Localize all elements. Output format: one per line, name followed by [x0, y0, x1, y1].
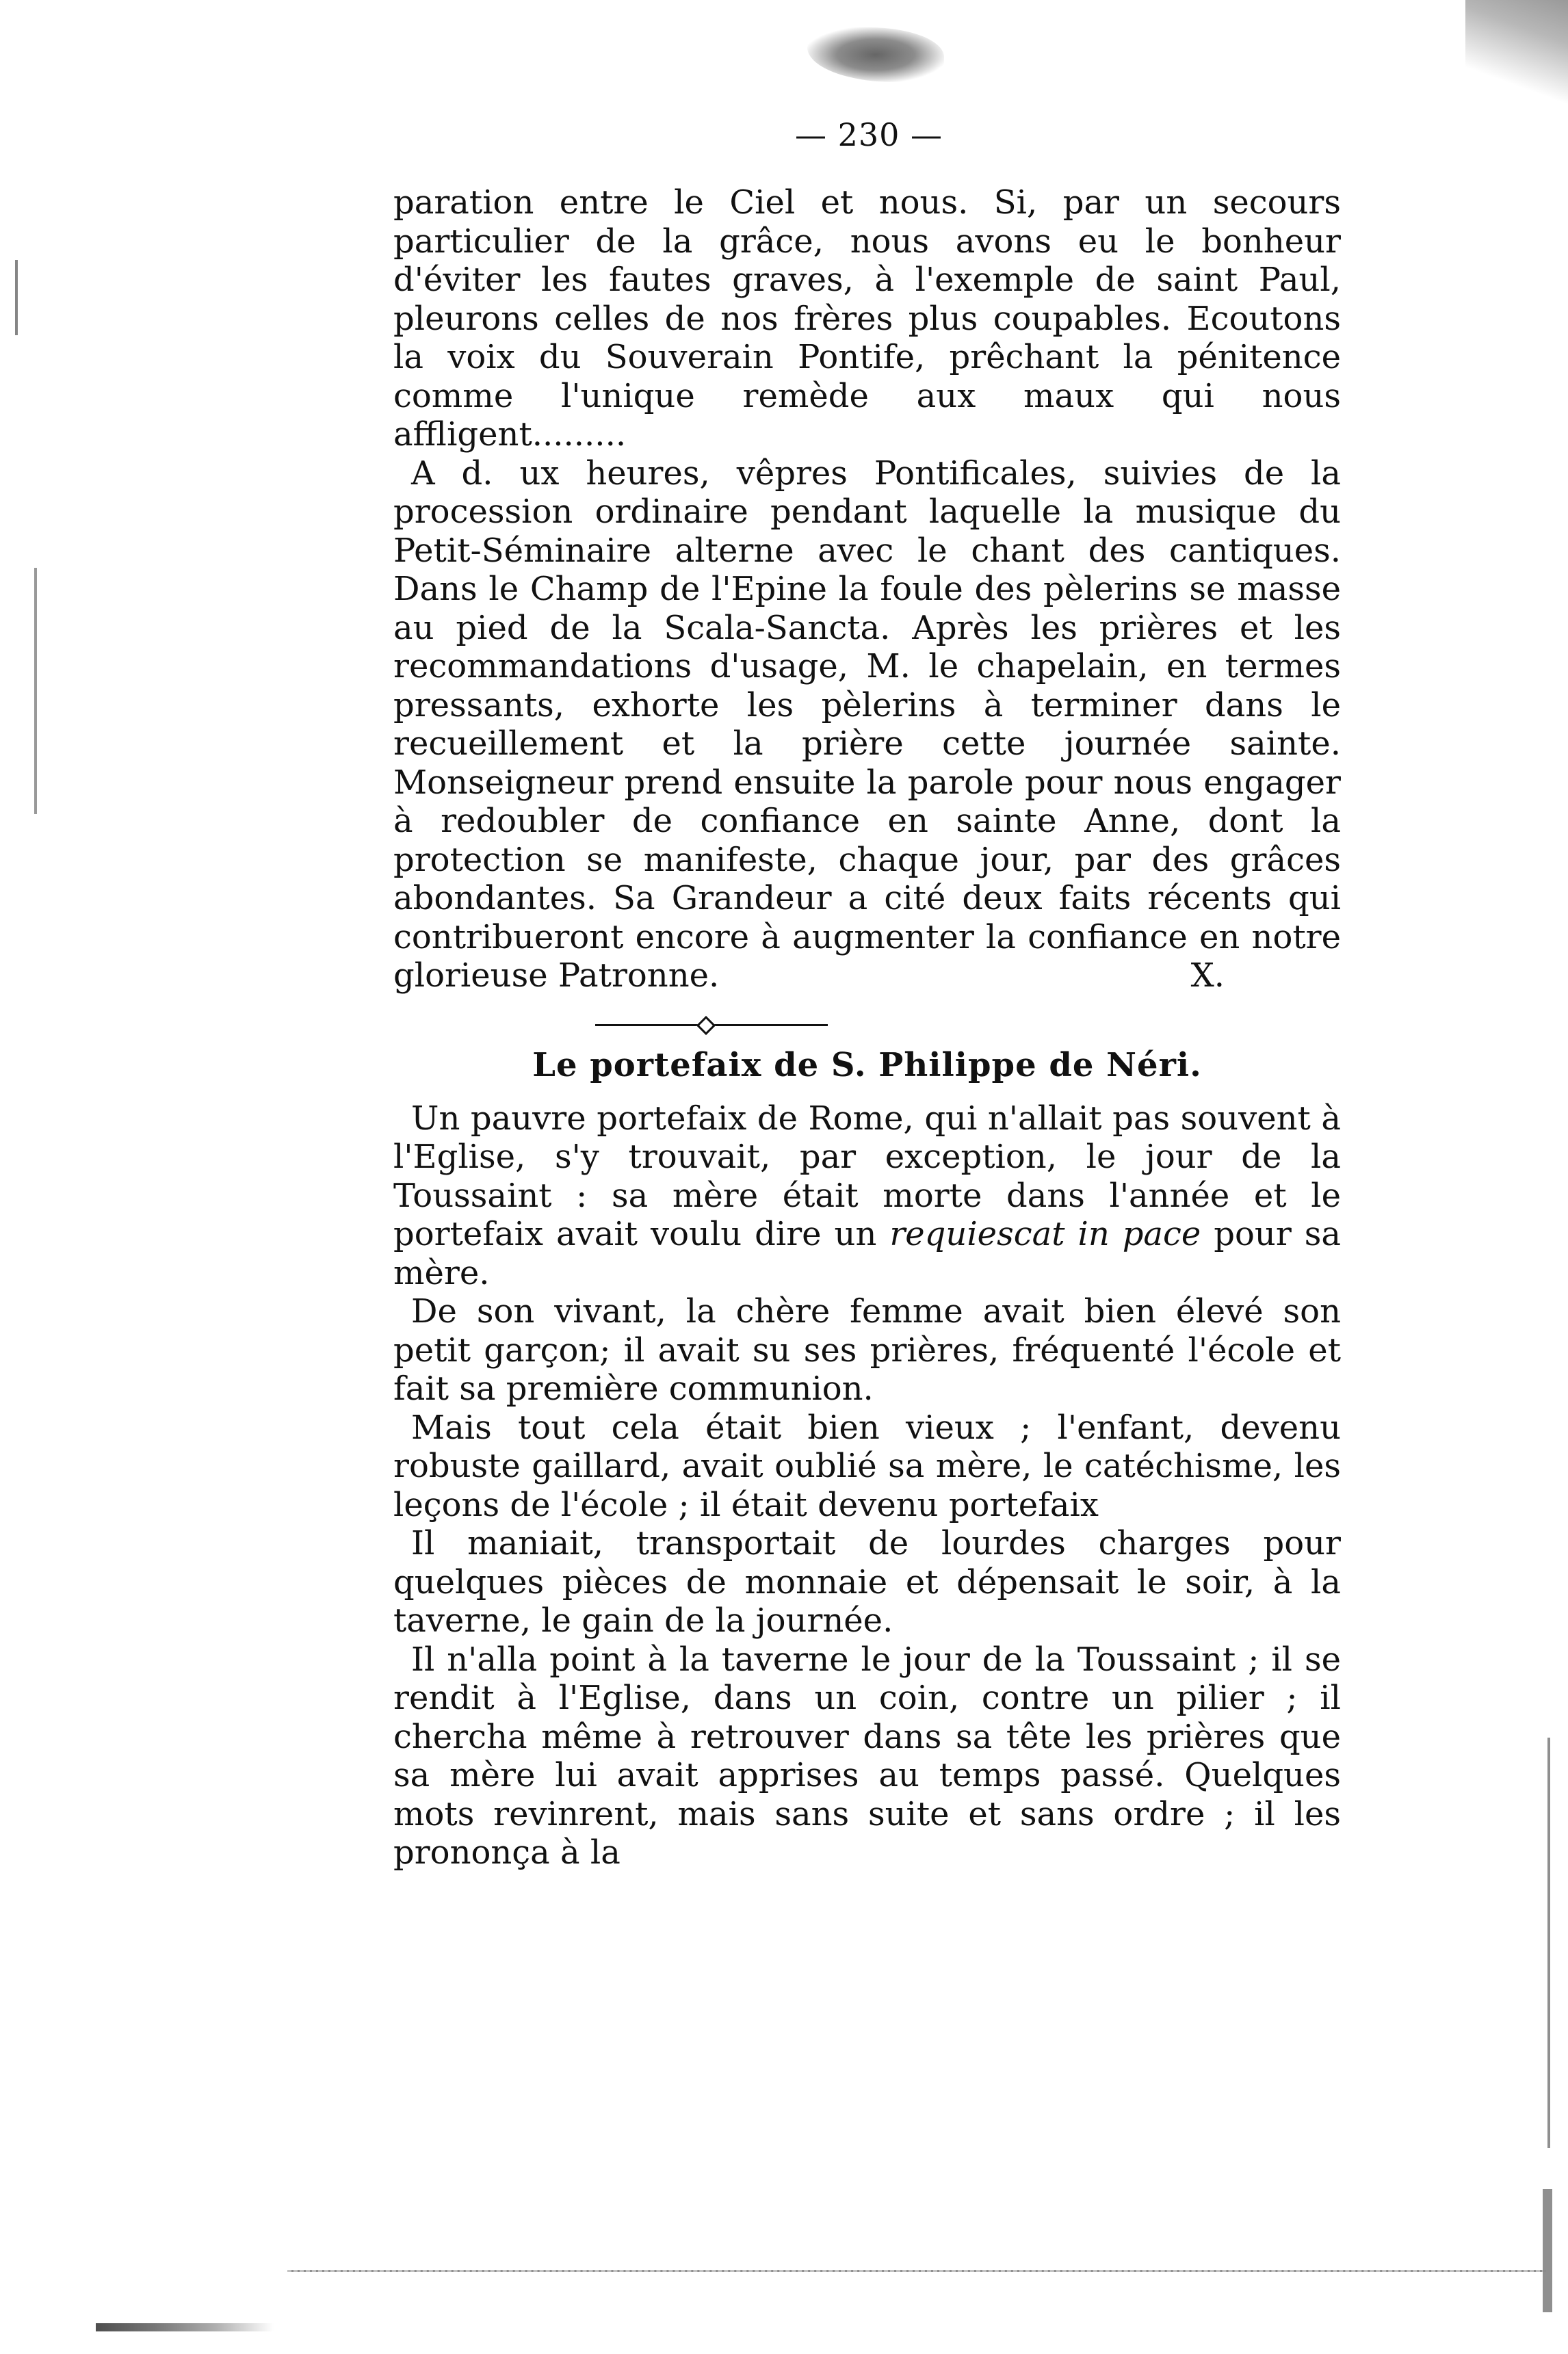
paragraph — [393, 1524, 1341, 1640]
paragraph — [393, 1409, 1341, 1525]
scan-corner-shadow — [1465, 0, 1568, 137]
page-number: — 230 — — [794, 116, 943, 153]
paragraph-text: Mais tout cela était bien vieux ; l'enfant, devenu robuste gaillard, avait oublié sa mère, le catéchisme, les leçons de l'école ; il était devenu portefaix — [393, 1408, 1341, 1524]
paragraph-text: Il n'alla point à la taverne le jour de la Toussaint ; il se rendit à l'Eglise, dans un coin, contre un pilier ; il chercha même à retrouver dans sa tête les prières que sa mère lui avait apprises au temps passé. Quelques mots revinrent, mais sans suite et sans ordre ; il les prononça à la — [393, 1640, 1341, 1872]
paragraph — [393, 1292, 1341, 1409]
paragraph-text: A d. ux heures, vêpres Pontificales, suivies de la procession ordinaire pendant laquelle la musique du Petit-Séminaire alterne avec le chant des cantiques. Dans le Champ de l'Epine la foule des pèlerins se masse au pied de la Scala-Sancta. Après les prières et les recommandations d'usage, M. le chapelain, en termes pressants, exhorte les pèlerins à terminer dans le recueillement et la prière cette journée sainte. Monseigneur prend ensuite la parole pour nous engager à redoubler de confiance en sainte Anne, dont la protection se manifeste, chaque jour, par des grâces abondantes. Sa Grandeur a cité deux faits récents qui contribueront encore à augmenter la confiance en notre glorieuse Patronne. — [393, 454, 1341, 995]
paragraph — [393, 454, 1341, 995]
paragraph — [393, 1099, 1341, 1293]
paragraph-text: paration entre le Ciel et nous. Si, par un secours particulier de la grâce, nous avons eu le bonheur d'éviter les fautes graves, à l'exemple de saint Paul, pleurons celles de nos frères plus coupables. Ecoutons la voix du Souverain Pontife, prêchant la pénitence comme l'unique remède aux maux qui nous affligent......... — [393, 183, 1341, 454]
latin-phrase: requiescat in pace — [889, 1215, 1201, 1253]
scan-edge-line — [1547, 1738, 1550, 2148]
page-body — [393, 183, 1341, 1872]
scan-edge-line — [1543, 2189, 1552, 2312]
divider-diamond-icon — [696, 1015, 716, 1034]
paragraph-text: Un pauvre portefaix de Rome, qui n'allait pas souvent à l'Eglise, s'y trouvait, par exception, le jour de la Toussaint : sa mère était morte dans l'année et le portefaix avait voulu dire un — [393, 1099, 1341, 1253]
paragraph-text: De son vivant, la chère femme avait bien élevé son petit garçon; il avait su ses prières, fréquenté l'école et fait sa première communion. — [393, 1292, 1341, 1408]
paragraph-text: Il maniait, transportait de lourdes charges pour quelques pièces de monnaie et dépensait le soir, à la taverne, le gain de la journée. — [393, 1524, 1341, 1640]
paragraph — [393, 183, 1341, 454]
scan-blot — [807, 27, 944, 82]
scan-bottom-smear — [96, 2323, 274, 2331]
author-signature: X. — [1190, 956, 1225, 995]
section-title: Le portefaix de S. Philippe de Néri. — [532, 1045, 1202, 1084]
scan-dash-row — [287, 2270, 1546, 2272]
paragraph-text: pour sa mère. — [393, 1215, 1341, 1292]
scan-edge-line — [34, 568, 37, 814]
section-divider — [393, 1015, 1341, 1035]
paragraph — [393, 1640, 1341, 1872]
scan-edge-line — [15, 260, 18, 335]
